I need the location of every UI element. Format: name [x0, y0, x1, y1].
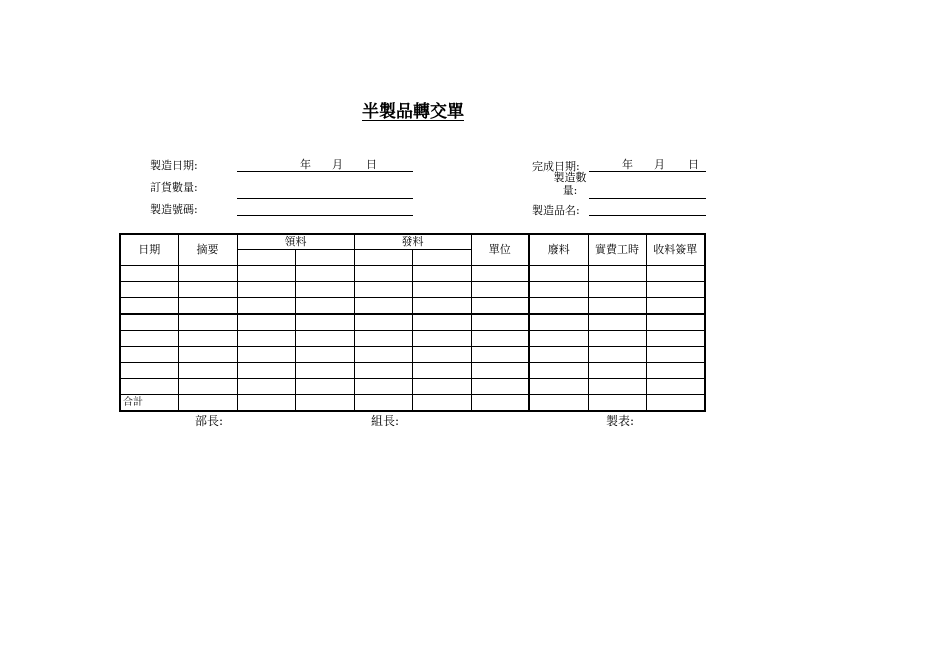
- mfg-date-day: 日: [366, 158, 377, 171]
- cell[interactable]: [237, 395, 295, 412]
- cell[interactable]: [120, 379, 178, 395]
- done-date-field[interactable]: [589, 171, 706, 172]
- table-body: [120, 266, 705, 412]
- cell[interactable]: [120, 347, 178, 363]
- cell[interactable]: [529, 266, 588, 282]
- cell[interactable]: [237, 314, 295, 331]
- col-date-header: 日期: [120, 234, 178, 266]
- cell[interactable]: [588, 298, 646, 315]
- cell[interactable]: [529, 363, 588, 379]
- cell[interactable]: [529, 298, 588, 315]
- done-date-label: 完成日期:: [532, 160, 580, 173]
- product-name-label: 製造品名:: [532, 204, 580, 217]
- cell[interactable]: [646, 282, 705, 298]
- done-date-year: 年: [622, 158, 633, 171]
- mfg-qty-field[interactable]: [589, 198, 706, 199]
- cell[interactable]: [588, 282, 646, 298]
- cell[interactable]: [120, 363, 178, 379]
- cell[interactable]: [646, 331, 705, 347]
- cell[interactable]: [354, 347, 412, 363]
- cell[interactable]: [588, 331, 646, 347]
- cell[interactable]: [295, 347, 354, 363]
- mfg-date-month: 月: [332, 158, 343, 171]
- mfg-date-field[interactable]: [237, 171, 413, 172]
- cell[interactable]: [178, 314, 237, 331]
- cell[interactable]: [295, 266, 354, 282]
- table-row: [120, 266, 705, 282]
- mfg-date-year: 年: [300, 158, 311, 171]
- table-row: [120, 298, 705, 315]
- cell[interactable]: [588, 266, 646, 282]
- subheader-cell: [354, 250, 412, 266]
- cell[interactable]: [471, 379, 529, 395]
- cell[interactable]: [471, 282, 529, 298]
- cell[interactable]: [295, 395, 354, 412]
- mfg-qty-label-line1: 製造數: [553, 171, 587, 184]
- cell[interactable]: [471, 347, 529, 363]
- cell[interactable]: [412, 331, 471, 347]
- cell[interactable]: [178, 298, 237, 315]
- cell[interactable]: [412, 266, 471, 282]
- cell[interactable]: [588, 379, 646, 395]
- cell[interactable]: [237, 282, 295, 298]
- cell[interactable]: [529, 379, 588, 395]
- cell[interactable]: [295, 314, 354, 331]
- cell[interactable]: [529, 347, 588, 363]
- cell[interactable]: [178, 331, 237, 347]
- order-qty-label: 訂貨數量:: [150, 181, 198, 194]
- cell[interactable]: [646, 298, 705, 315]
- cell[interactable]: [237, 266, 295, 282]
- cell[interactable]: [354, 266, 412, 282]
- col-receipt-sign-header: 收料簽單: [646, 234, 705, 266]
- cell[interactable]: [178, 266, 237, 282]
- cell[interactable]: [354, 395, 412, 412]
- mfg-date-label: 製造日期:: [150, 159, 198, 172]
- cell[interactable]: [237, 298, 295, 315]
- cell[interactable]: [120, 331, 178, 347]
- cell[interactable]: [412, 298, 471, 315]
- cell[interactable]: [588, 314, 646, 331]
- team-lead-signature-label: 組長:: [371, 414, 400, 428]
- cell[interactable]: [646, 395, 705, 412]
- cell[interactable]: [529, 282, 588, 298]
- col-unit-header: 單位: [471, 234, 529, 266]
- cell[interactable]: [646, 347, 705, 363]
- cell[interactable]: [412, 347, 471, 363]
- col-summary-header: 摘要: [178, 234, 237, 266]
- cell[interactable]: [471, 298, 529, 315]
- cell[interactable]: [178, 363, 237, 379]
- done-date-day: 日: [688, 158, 699, 171]
- col-actual-hours-header: 實費工時: [588, 234, 646, 266]
- cell[interactable]: [588, 395, 646, 412]
- cell[interactable]: [178, 395, 237, 412]
- cell[interactable]: [237, 331, 295, 347]
- subheader-cell: [295, 250, 354, 266]
- cell[interactable]: [529, 395, 588, 412]
- cell[interactable]: [354, 314, 412, 331]
- cell[interactable]: [646, 266, 705, 282]
- table-row: [120, 331, 705, 347]
- cell[interactable]: [120, 298, 178, 315]
- cell[interactable]: [178, 379, 237, 395]
- done-date-month: 月: [654, 158, 665, 171]
- page-title: 半製品轉交單: [362, 102, 464, 122]
- cell[interactable]: [412, 314, 471, 331]
- cell[interactable]: [354, 298, 412, 315]
- cell[interactable]: [237, 363, 295, 379]
- cell[interactable]: [529, 314, 588, 331]
- cell[interactable]: [178, 282, 237, 298]
- subheader-cell: [412, 250, 471, 266]
- order-qty-field[interactable]: [237, 198, 413, 199]
- mfg-no-field[interactable]: [237, 215, 413, 216]
- cell[interactable]: [412, 379, 471, 395]
- cell[interactable]: [295, 363, 354, 379]
- cell[interactable]: [354, 363, 412, 379]
- table-row: [120, 282, 705, 298]
- cell[interactable]: [237, 347, 295, 363]
- table-row: [120, 314, 705, 331]
- cell[interactable]: [295, 298, 354, 315]
- cell[interactable]: [354, 379, 412, 395]
- cell[interactable]: [354, 282, 412, 298]
- cell[interactable]: [412, 395, 471, 412]
- cell[interactable]: [120, 282, 178, 298]
- cell[interactable]: [120, 314, 178, 331]
- cell[interactable]: [412, 363, 471, 379]
- cell[interactable]: [295, 379, 354, 395]
- cell[interactable]: [588, 347, 646, 363]
- cell[interactable]: [588, 363, 646, 379]
- cell[interactable]: [646, 314, 705, 331]
- total-label: 合計: [120, 395, 178, 412]
- transfer-table: [119, 233, 706, 412]
- table-row: [120, 363, 705, 379]
- subheader-cell: [237, 250, 295, 266]
- prepared-by-signature-label: 製表:: [606, 414, 635, 428]
- cell[interactable]: [471, 395, 529, 412]
- cell[interactable]: [412, 282, 471, 298]
- cell[interactable]: [646, 379, 705, 395]
- table-row: [120, 347, 705, 363]
- cell[interactable]: [471, 331, 529, 347]
- col-receive-header: 領料: [237, 234, 354, 250]
- dept-head-signature-label: 部長:: [195, 414, 224, 428]
- cell[interactable]: [471, 363, 529, 379]
- table-row: [120, 379, 705, 395]
- cell[interactable]: [237, 379, 295, 395]
- cell[interactable]: [354, 331, 412, 347]
- cell[interactable]: [295, 282, 354, 298]
- cell[interactable]: [471, 266, 529, 282]
- col-scrap-header: 廢料: [529, 234, 588, 266]
- col-issue-header: 發料: [354, 234, 471, 250]
- cell[interactable]: [295, 331, 354, 347]
- mfg-qty-label: [550, 171, 590, 197]
- cell[interactable]: [120, 266, 178, 282]
- table-total-row: [120, 395, 705, 412]
- mfg-no-label: 製造號碼:: [150, 203, 198, 216]
- cell[interactable]: [529, 331, 588, 347]
- mfg-qty-label-line2: 量:: [562, 184, 578, 197]
- product-name-field[interactable]: [589, 215, 706, 216]
- cell[interactable]: [178, 347, 237, 363]
- table-header-row: [120, 234, 705, 250]
- cell[interactable]: [471, 314, 529, 331]
- cell[interactable]: [646, 363, 705, 379]
